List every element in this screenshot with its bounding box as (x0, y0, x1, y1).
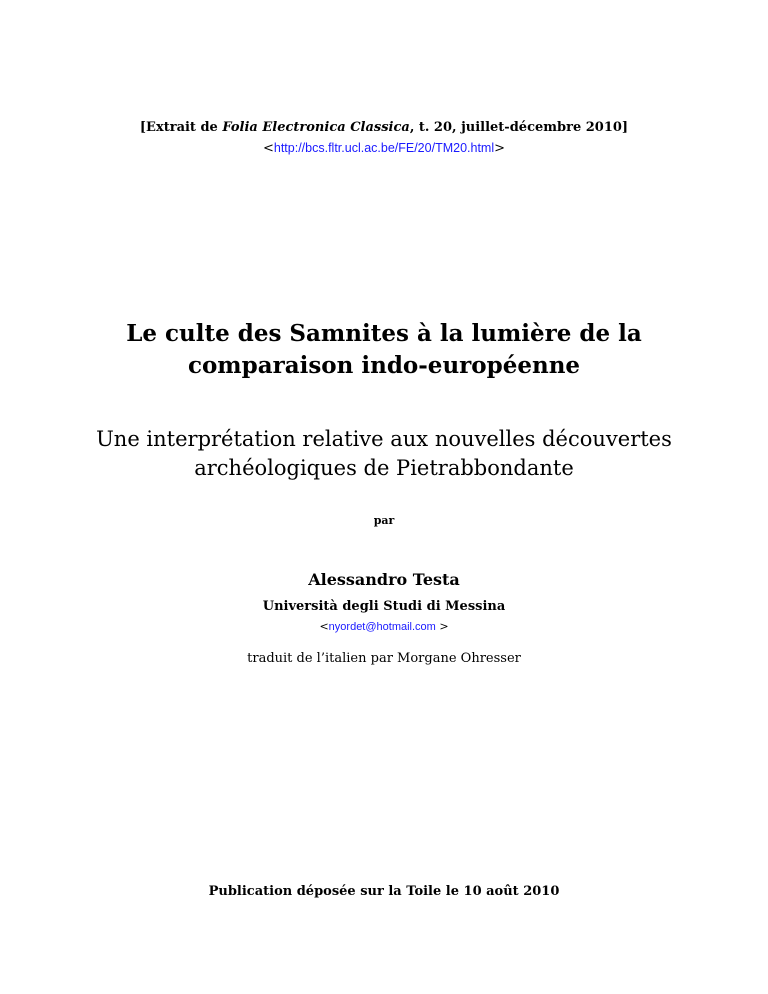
extract-suffix: , t. 20, juillet-décembre 2010] (409, 120, 629, 135)
email-close-bracket: > (435, 620, 449, 633)
url-close-bracket: > (494, 141, 506, 156)
source-url-line (0, 141, 768, 156)
author-email-link[interactable]: nyordet@hotmail.com (328, 621, 436, 633)
article-title-line-2: comparaison indo-européenne (187, 352, 581, 379)
article-title (0, 318, 768, 382)
by-label: par (373, 514, 395, 527)
journal-name: Folia Electronica Classica (222, 120, 410, 135)
translator-credit: traduit de l’italien par Morgane Ohresser (247, 651, 521, 666)
author-affiliation: Università degli Studi di Messina (262, 599, 506, 614)
source-url-link[interactable]: http://bcs.fltr.ucl.ac.be/FE/20/TM20.html (273, 141, 495, 155)
article-subtitle-line-2: archéologiques de Pietrabbondante (194, 456, 574, 480)
extract-prefix: [Extrait de (139, 120, 223, 135)
url-open-bracket: < (262, 141, 274, 156)
email-open-bracket: < (319, 620, 329, 633)
extract-citation (0, 120, 768, 135)
article-subtitle (0, 425, 768, 483)
author-email-line (0, 620, 768, 633)
author-name: Alessandro Testa (308, 570, 460, 589)
publication-date: Publication déposée sur la Toile le 10 août 2010 (208, 884, 560, 899)
article-title-line-1: Le culte des Samnites à la lumière de la (126, 320, 642, 347)
article-subtitle-line-1: Une interprétation relative aux nouvelles découvertes (96, 427, 672, 451)
